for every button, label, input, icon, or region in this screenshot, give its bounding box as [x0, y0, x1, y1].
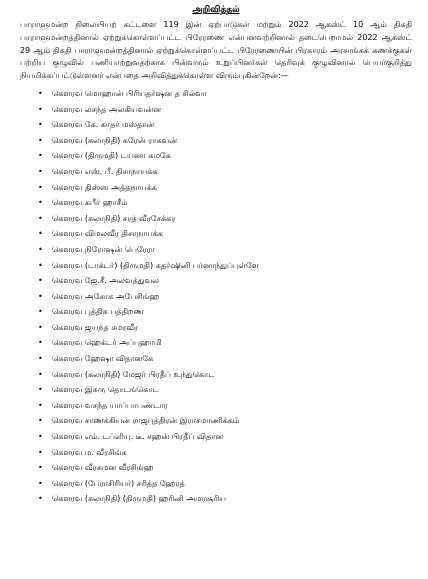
member-name: கௌரவ எஸ். பீ. திசாநாயக்க [52, 166, 158, 176]
member-name: கௌரவ ம. வீரசிங்க [52, 447, 127, 457]
member-name: கௌரவ ஹெக்டர் அப்புஹாமி [52, 338, 162, 348]
list-item [38, 119, 412, 135]
member-name: கௌரவ வீரசுமன வீரசிங்ஹ [52, 463, 154, 473]
list-item [38, 369, 412, 385]
bullet-icon: • [38, 369, 43, 379]
bullet-icon: • [38, 400, 43, 410]
member-name: கௌரவ நிரோஷன் பெரேரா [52, 244, 156, 254]
bullet-icon: • [38, 494, 43, 504]
bullet-icon: • [38, 88, 43, 98]
bullet-icon: • [38, 432, 43, 442]
list-item [38, 213, 412, 229]
bullet-icon: • [38, 447, 43, 457]
list-item [38, 135, 412, 151]
bullet-icon: • [38, 463, 43, 473]
bullet-icon: • [38, 166, 43, 176]
member-name: கௌரவ வசந்த யாப்பாபண்டார [52, 400, 168, 410]
member-name: கௌரவ அசோக அபேசிங்ஹ [52, 291, 160, 301]
bullet-icon: • [38, 120, 43, 130]
bullet-icon: • [38, 338, 43, 348]
member-name: கௌரவ எம். டப்ளியு. டீ. சஹன் பிரதீப் விதான [52, 432, 224, 442]
list-item [38, 275, 412, 291]
list-item [38, 322, 412, 338]
page-title: அறிவித்தல் [192, 5, 240, 15]
bullet-icon: • [38, 244, 43, 254]
bullet-icon: • [38, 416, 43, 426]
member-name: கௌரவ திஸ்ஸ அத்தநாயக்க [52, 182, 157, 192]
list-item [38, 197, 412, 213]
member-name: கௌரவ ஜயந்த சமரவீர [52, 322, 139, 332]
list-item [38, 337, 412, 353]
list-item [38, 415, 412, 431]
members-list [20, 88, 412, 509]
bullet-icon: • [38, 354, 43, 364]
member-name: கௌரவ ஜே.சீ. அலவத்துவல [52, 276, 159, 286]
bullet-icon: • [38, 135, 43, 145]
member-name: கௌரவ (பேராசிரியர்) சரித்த ஹேரத் [52, 478, 185, 488]
list-item [38, 244, 412, 260]
bullet-icon: • [38, 182, 43, 192]
member-name: கௌரவ (கலாநிதி) சுரேன் ராகவன் [52, 135, 177, 145]
list-item [38, 447, 412, 463]
list-item [38, 182, 412, 198]
member-name: கௌரவ விமலவீர திசாநாயக்க [52, 229, 163, 239]
list-item [38, 462, 412, 478]
member-name: கௌரவ (டாக்டர்) (திருமதி) சுதர்ஷினி பர்னாந்துப்புள்ளே [52, 260, 259, 270]
bullet-icon: • [38, 213, 43, 223]
member-name: கௌரவ (திருமதி) டயனா கமகே [52, 151, 171, 161]
list-item [38, 228, 412, 244]
member-name: கௌரவ ஹேஷா விதானகே [52, 354, 154, 364]
bullet-icon: • [38, 260, 43, 270]
list-item [38, 150, 412, 166]
bullet-icon: • [38, 478, 43, 488]
member-name: கௌரவ கபீர் ஹாசீம் [52, 198, 128, 208]
bullet-icon: • [38, 198, 43, 208]
list-item [38, 260, 412, 276]
member-name: கௌரவ (கலாநிதி) (திருமதி) ஹரினி அமரசூரிய [52, 494, 226, 504]
list-item [38, 431, 412, 447]
member-name: கௌரவ புத்திக பத்திறண [52, 307, 144, 317]
member-name: கௌரவ (கலாநிதி) சரத் வீரசேக்கர [52, 213, 176, 223]
member-name: கௌரவ கே. காதர் மஸ்தான் [52, 120, 155, 130]
bullet-icon: • [38, 322, 43, 332]
bullet-icon: • [38, 385, 43, 395]
list-item [38, 493, 412, 509]
list-item [38, 291, 412, 307]
member-name: கௌரவ லசந்த அலகியவன்ன [52, 104, 161, 114]
bullet-icon: • [38, 307, 43, 317]
list-item [38, 478, 412, 494]
bullet-icon: • [38, 276, 43, 286]
member-name: கௌரவ இசுரு தொடங்கொட [52, 385, 159, 395]
list-item [38, 353, 412, 369]
intro-paragraph: பாராளுமன்ற நிலையியற் கட்டளை 119 இன் ஏற்பாடுகள் மற்றும் 2022 ஆகஸ்ட் 10 ஆம் திகதி பாராளுமன்றத்தினால் ஏற்றுக்கொள்ளப்பட்ட பிரேரணை என்பனவற்றினால் தடைபெறாமல் 2022 ஆகஸ்ட் 29 ஆம் திகதி பாராளுமன்றத்தினால் ஏற்றுக்கொள்ளப்பட்ட பிரேரணையின் பிரகாரம் அரசாங்கக் கணக்குகள் பற்றிய குழுவில் பணியாற்றுவதற்காக பின்வரும் உறுப்பினர்கள் தெரிவுக் குழுவினால் பெயர்குறித்து நியமிக்கப்பட்டுள்ளனர் என்பதை அறிவித்துக்கொள்ள விரும்புகின்றேன்:— [20, 20, 412, 81]
member-name: கௌரவ மொஹான் பிரியதர்ஷன த சில்வா [52, 88, 208, 98]
list-item [38, 88, 412, 104]
bullet-icon: • [38, 151, 43, 161]
list-item [38, 400, 412, 416]
member-name: கௌரவ (கலாநிதி) மேஜர் பிரதீப் உந்துகொட [52, 369, 215, 379]
list-item [38, 306, 412, 322]
list-item [38, 384, 412, 400]
list-item [38, 166, 412, 182]
bullet-icon: • [38, 229, 43, 239]
bullet-icon: • [38, 104, 43, 114]
list-item [38, 104, 412, 120]
bullet-icon: • [38, 291, 43, 301]
member-name: கௌரவ சாணக்கியன் ராஜபுத்திரன் இராசமாணிக்கம் [52, 416, 240, 426]
